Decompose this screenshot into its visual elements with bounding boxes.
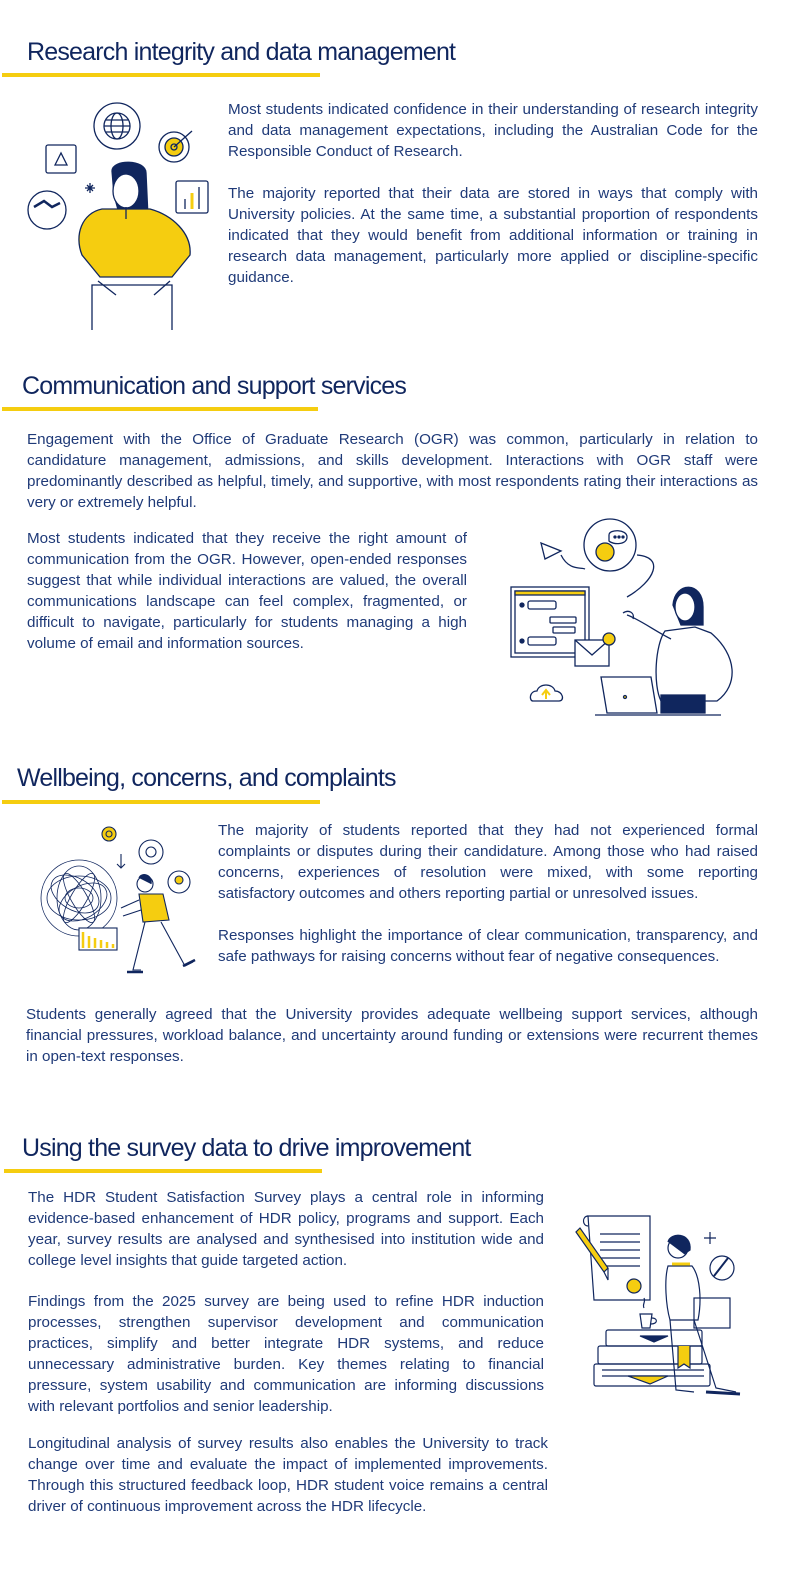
chat-bubble-icon — [584, 519, 636, 571]
globe-icon — [94, 103, 140, 149]
wellbeing-heading-underline — [2, 800, 320, 804]
research-paragraph-1: Most students indicated confidence in their understanding of research integrity and data management expectations, including the Australian Code for the Responsible Conduct of Research. — [228, 101, 758, 160]
improvement-paragraph-2: Findings from the 2025 survey are being used to refine HDR induction processes, strengthen supervisor development and communication practices, simplify and better integrate HDR systems, and reduce unnecessary administrative burden. Key themes relating to financial pressure, system usability and communication are informing discussions with relevant portfolios and senior leadership. — [28, 1293, 544, 1415]
communication-heading-underline — [2, 407, 318, 411]
bar-chart-icon — [176, 181, 208, 213]
improvement-heading-underline — [4, 1169, 322, 1173]
research-paragraph-2: The majority reported that their data are stored in ways that comply with University policies. At the same time, a substantial proportion of respondents indicated that they would benefit from additional information or training in research data management, particularly more applied or discipline-specific guidance. — [228, 185, 758, 286]
communication-heading: Communication and support services — [22, 372, 407, 400]
wellbeing-illustration — [35, 820, 205, 980]
improvement-paragraph-1: The HDR Student Satisfaction Survey plays a central role in informing evidence-based enhancement of HDR policy, programs and support. Each year, survey results are analysed and synthesised into institution wide and college level insights that guide targeted action. — [28, 1189, 544, 1269]
cloud-upload-icon — [530, 685, 562, 701]
target-icon — [159, 131, 192, 162]
improvement-illustration — [568, 1210, 748, 1405]
wellbeing-paragraph-2: Responses highlight the importance of clear communication, transparency, and safe pathways for raising concerns without fear of negative consequences. — [218, 927, 758, 965]
research-heading-underline — [2, 73, 320, 77]
research-illustration — [22, 95, 212, 330]
envelope-icon — [575, 640, 609, 666]
gear-icon — [102, 827, 163, 864]
communication-paragraph-1: Engagement with the Office of Graduate Research (OGR) was common, particularly in relation to candidature management, admissions, and skills development. Interactions with OGR staff were predominantly described as helpful, timely, and supportive, with most respondents rating their interactions as very or extremely helpful. — [27, 431, 758, 511]
communication-paragraph-2: Most students indicated that they receive the right amount of communication from the OGR. However, open-ended responses suggest that while individual interactions are valued, the overall communications landscape can feel complex, fragmented, or difficult to navigate, particularly for students managing a high volume of email and information sources. — [27, 530, 467, 652]
paper-plane-icon — [541, 543, 561, 559]
improvement-heading: Using the survey data to drive improvement — [22, 1134, 471, 1162]
wellbeing-paragraph-1: The majority of students reported that they had not experienced formal complaints or disputes during their candidature. Among those who had raised concerns, experiences of resolution were mixed, with some reporting satisfactory outcomes and others reporting partial or unresolved issues. — [218, 822, 758, 902]
communication-illustration — [505, 515, 750, 720]
lightbulb-icon — [168, 871, 190, 893]
wellbeing-heading: Wellbeing, concerns, and complaints — [17, 764, 396, 792]
stack-of-books-icon — [594, 1330, 710, 1386]
improvement-paragraph-3: Longitudinal analysis of survey results also enables the University to track change over time and evaluate the impact of implemented improvements. Through this structured feedback loop, HDR student voice remains a central driver of continuous improvement across the HDR lifecycle. — [28, 1435, 548, 1515]
recycle-icon — [46, 145, 76, 173]
research-heading: Research integrity and data management — [27, 38, 456, 66]
handshake-icon — [28, 191, 66, 229]
wellbeing-paragraph-3: Students generally agreed that the University provides adequate wellbeing support services, although financial pressures, workload balance, and uncertainty around funding or extensions were recurrent themes in open-text responses. — [26, 1006, 758, 1065]
coffee-cup-icon — [640, 1298, 656, 1328]
